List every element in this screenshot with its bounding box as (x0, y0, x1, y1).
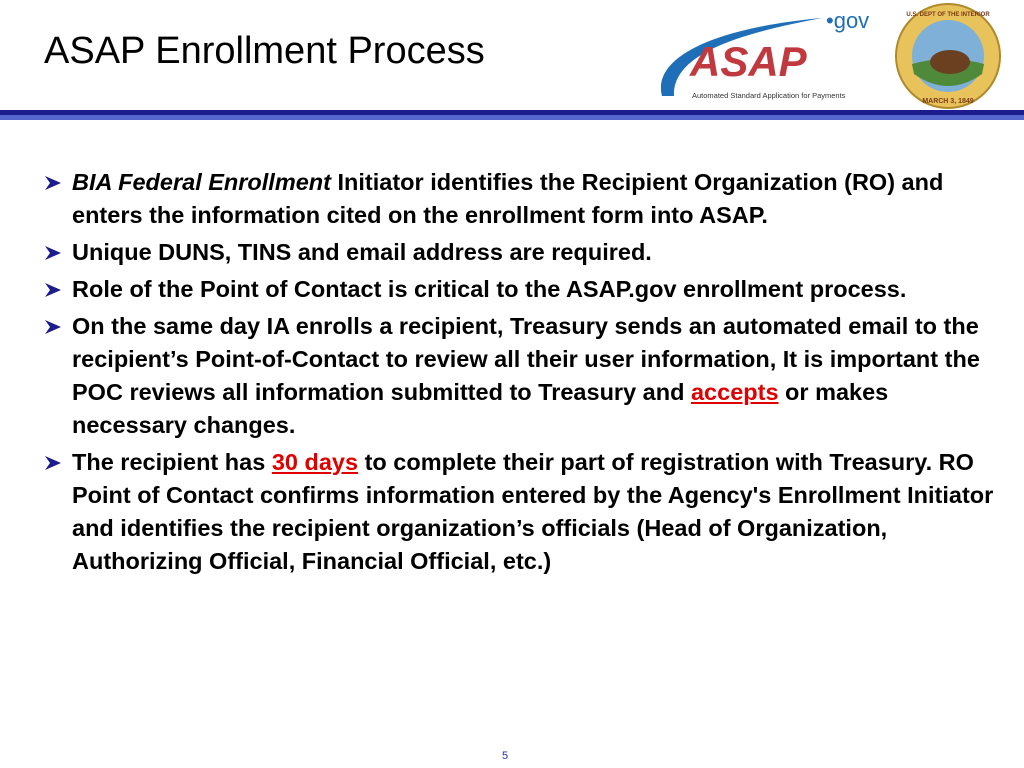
bullet-italic: BIA Federal Enrollment (72, 169, 331, 195)
bullet-text: On the same day IA enrolls a recipient, Treasury sends an automated email to the recipient’s Point-of-Contact to review all their user information, It is important the POC reviews all information submitted to Treasury and (72, 313, 980, 405)
svg-text:U.S. DEPT OF THE INTERIOR: U.S. DEPT OF THE INTERIOR (906, 12, 990, 18)
bullet-text: Unique DUNS, TINS and email address are required. (72, 239, 652, 265)
svg-text:MARCH 3, 1849: MARCH 3, 1849 (922, 98, 974, 105)
bullet-text: to complete their part of registration with Treasury. RO Point of Contact confirms information entered by the Agency's Enrollment Initiator and identifies the recipient organization’s officials (Head of Organization, Authorizing Official, Financial Official, etc.) (72, 449, 994, 574)
asap-gov-logo (652, 8, 882, 106)
arrow-bullet-icon (44, 174, 62, 192)
bullet-item (44, 273, 1004, 306)
doi-seal (892, 2, 1004, 110)
bullet-item (44, 310, 1004, 442)
arrow-bullet-icon (44, 454, 62, 472)
bullet-text: or makes necessary changes. (72, 379, 889, 438)
svg-text:•gov: •gov (826, 8, 870, 33)
bullet-item (44, 446, 1004, 578)
svg-text:ASAP: ASAP (690, 38, 807, 85)
bullet-text: Initiator identifies the Recipient Organization (RO) and enters the information cited on the enrollment form into ASAP. (72, 169, 944, 228)
highlight-30-days: 30 days (271, 449, 359, 475)
svg-text:Automated Standard Application: Automated Standard Application for Payments (692, 91, 846, 100)
arrow-bullet-icon (44, 318, 62, 336)
highlight-accepts: accepts (690, 379, 779, 405)
bullet-text: Role of the Point of Contact is critical to the ASAP.gov enrollment process. (72, 276, 907, 302)
bullet-list (44, 166, 1004, 582)
bullet-item (44, 236, 1004, 269)
bullet-item (44, 166, 1004, 232)
header-divider-light (0, 115, 1024, 120)
bullet-text: The recipient has (72, 449, 272, 475)
arrow-bullet-icon (44, 244, 62, 262)
page-number: 5 (502, 750, 509, 762)
arrow-bullet-icon (44, 281, 62, 299)
slide-title: ASAP Enrollment Process (44, 30, 485, 72)
